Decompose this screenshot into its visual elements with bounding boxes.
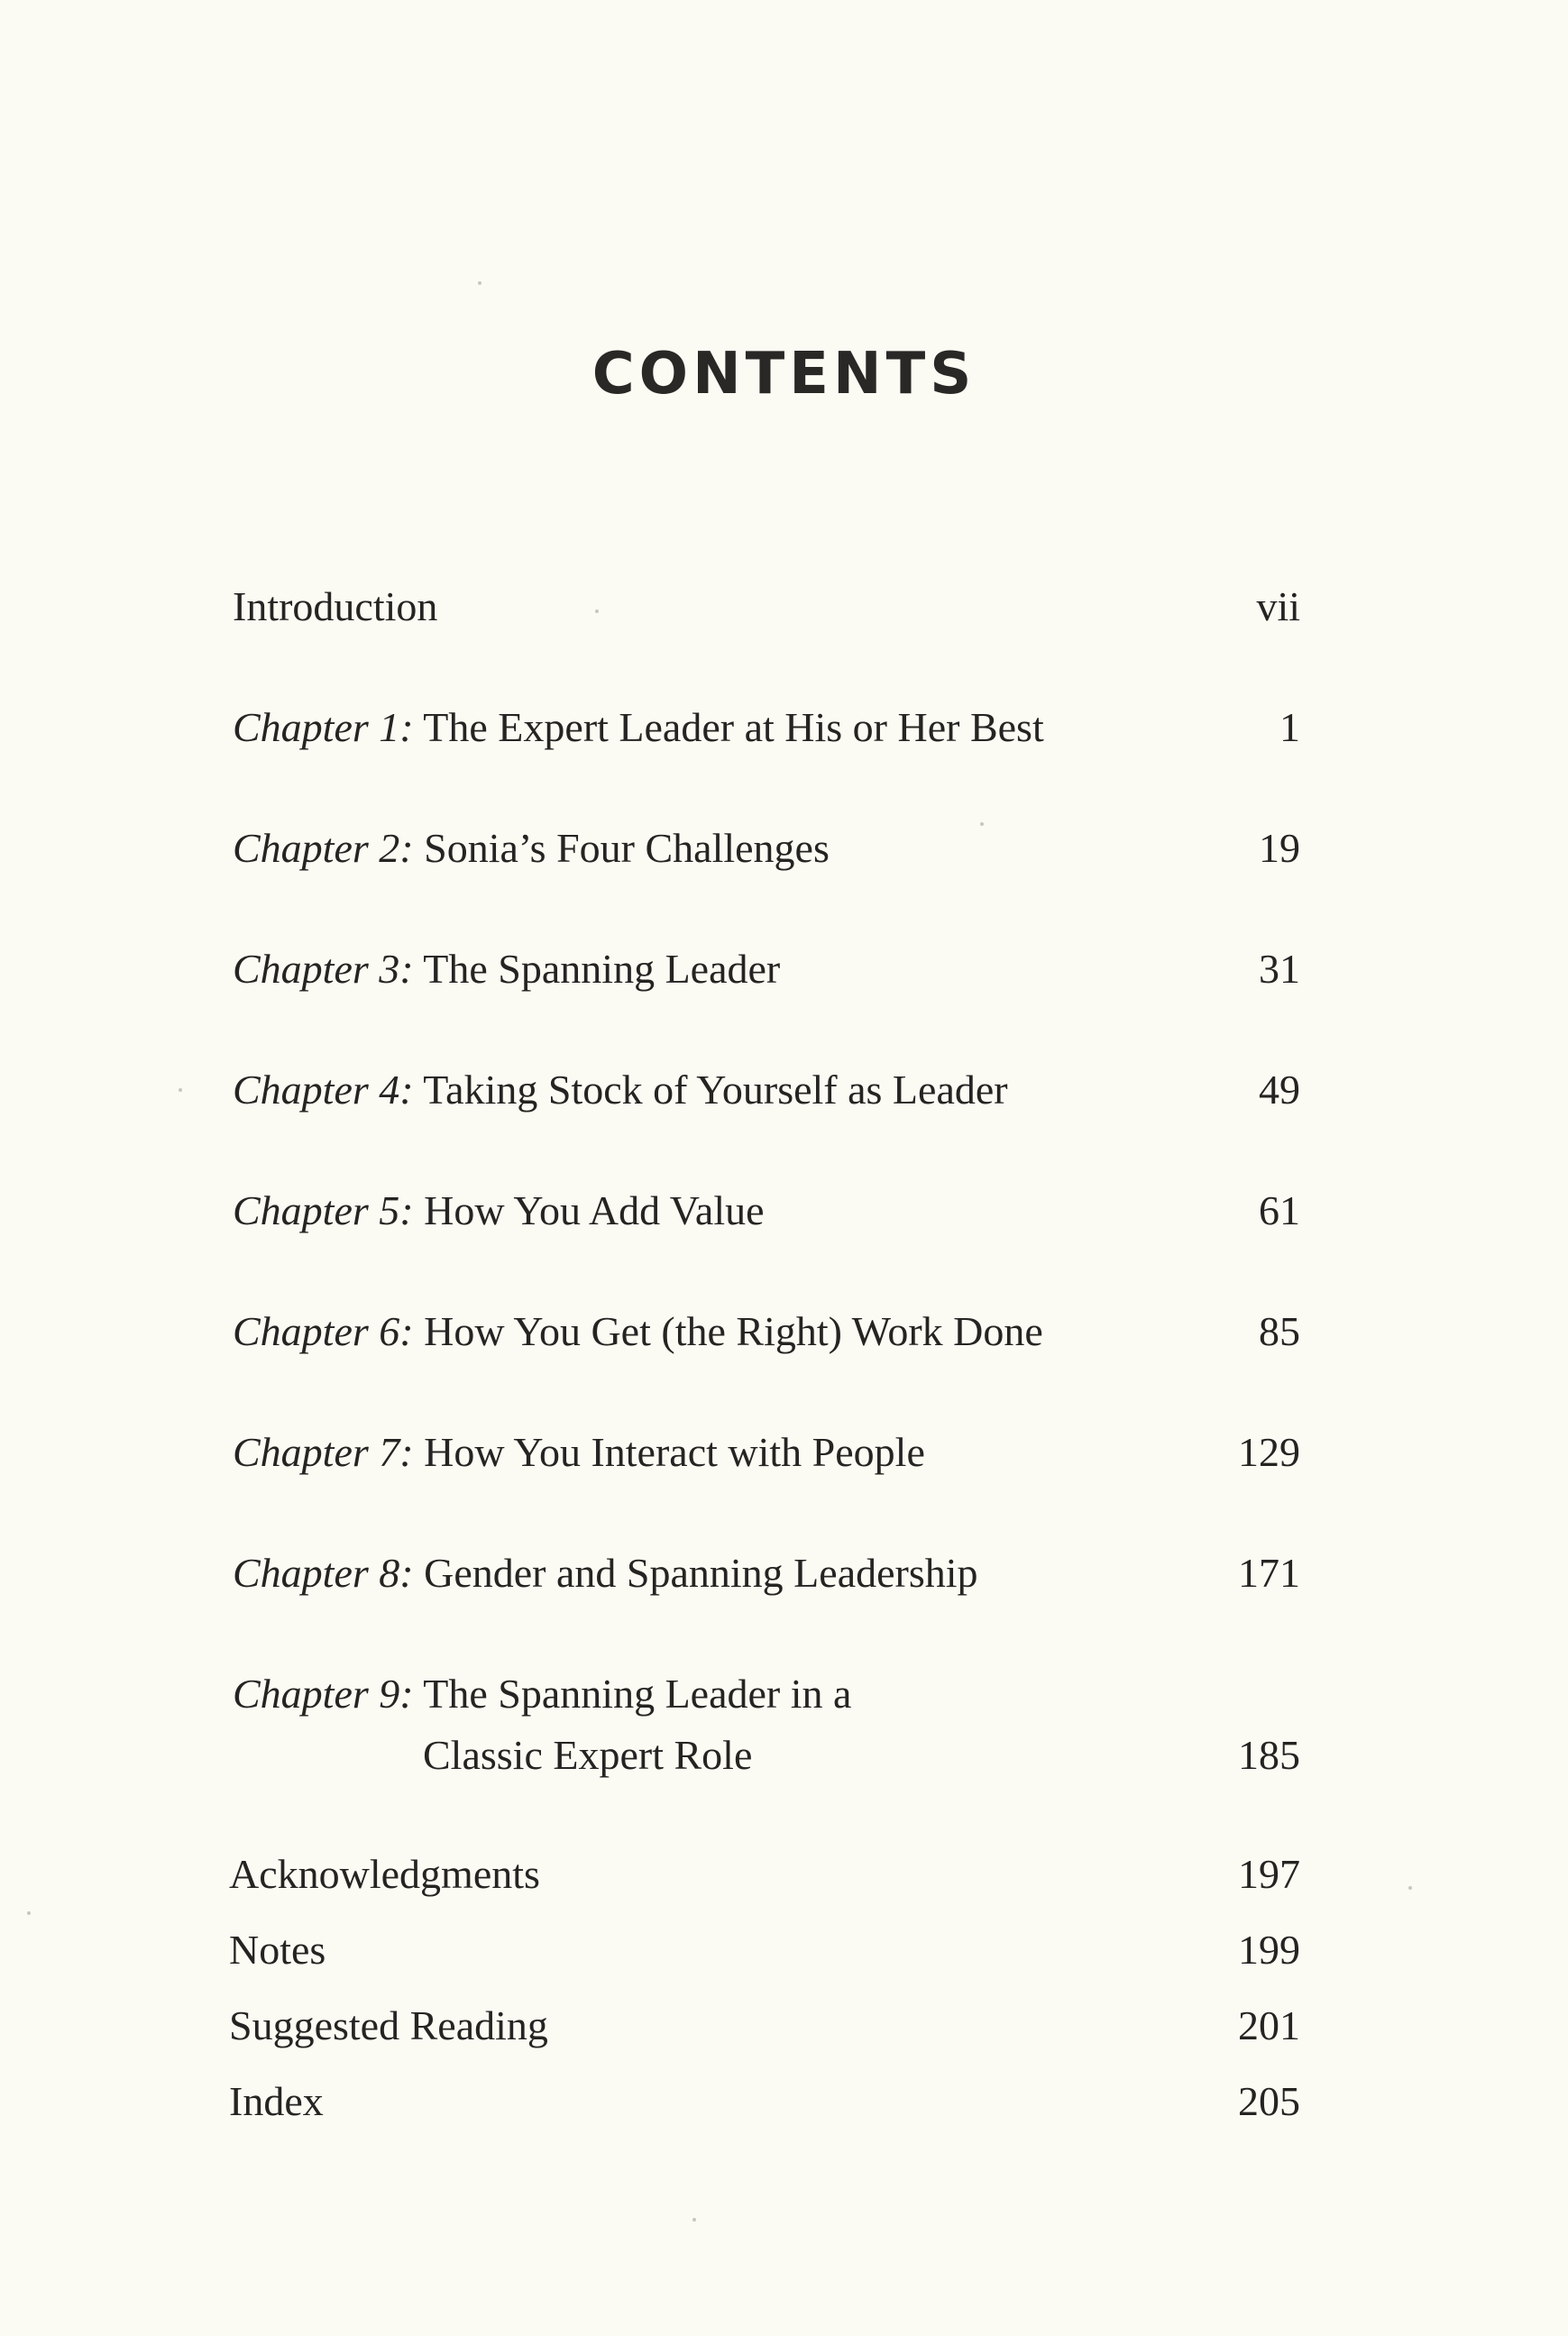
entry-page-number: 171 <box>1238 1550 1300 1596</box>
entry-page-number: 199 <box>1238 1927 1300 1973</box>
chapter-prefix: Chapter 2: <box>233 825 414 871</box>
scan-speck <box>1408 1886 1412 1890</box>
chapter-prefix: Chapter 1: <box>233 704 414 750</box>
entry-page-number: 19 <box>1259 825 1300 871</box>
entry-title: How You Get (the Right) Work Done <box>424 1308 1043 1354</box>
chapter-prefix: Chapter 6: <box>233 1308 414 1354</box>
entry-title: Taking Stock of Yourself as Leader <box>423 1067 1008 1113</box>
entry-title: Notes <box>229 1927 326 1973</box>
entry-page-number: vii <box>1256 583 1300 629</box>
entry-title: The Spanning Leader in a <box>423 1671 852 1717</box>
entry-title: Sonia’s Four Challenges <box>424 825 830 871</box>
entry-page-number: 185 <box>1238 1732 1300 1778</box>
entry-title: Index <box>229 2078 324 2124</box>
entry-title: Acknowledgments <box>229 1851 540 1897</box>
entry-title-continued: Classic Expert Role <box>423 1732 753 1778</box>
entry-title: Suggested Reading <box>229 2002 548 2048</box>
chapter-prefix: Chapter 8: <box>233 1550 414 1596</box>
page-title: CONTENTS <box>591 341 977 408</box>
entry-page-number: 201 <box>1238 2002 1300 2048</box>
entry-page-number: 129 <box>1238 1429 1300 1475</box>
entry-page-number: 49 <box>1259 1067 1300 1113</box>
entry-page-number: 61 <box>1259 1187 1300 1233</box>
scan-speck <box>179 1088 182 1092</box>
entry-title: Gender and Spanning Leadership <box>424 1550 978 1596</box>
entry-page-number: 85 <box>1259 1308 1300 1354</box>
table-of-contents <box>229 0 1300 2336</box>
scan-speck <box>27 1911 31 1915</box>
chapter-prefix: Chapter 5: <box>233 1187 414 1233</box>
entry-title: How You Interact with People <box>424 1429 925 1475</box>
entry-page-number: 31 <box>1259 946 1300 992</box>
toc-entry-chapter-9[interactable] <box>233 1664 1300 1787</box>
chapter-prefix: Chapter 9: <box>233 1671 414 1717</box>
chapter-prefix: Chapter 4: <box>233 1067 414 1113</box>
chapter-prefix: Chapter 3: <box>233 946 414 992</box>
entry-title: Introduction <box>233 583 438 629</box>
entry-title: The Expert Leader at His or Her Best <box>423 704 1044 750</box>
entry-title: How You Add Value <box>424 1187 765 1233</box>
entry-title: The Spanning Leader <box>423 946 781 992</box>
chapter-prefix: Chapter 7: <box>233 1429 414 1475</box>
entry-page-number: 1 <box>1279 704 1300 750</box>
entry-page-number: 197 <box>1238 1851 1300 1897</box>
entry-page-number: 205 <box>1238 2078 1300 2124</box>
